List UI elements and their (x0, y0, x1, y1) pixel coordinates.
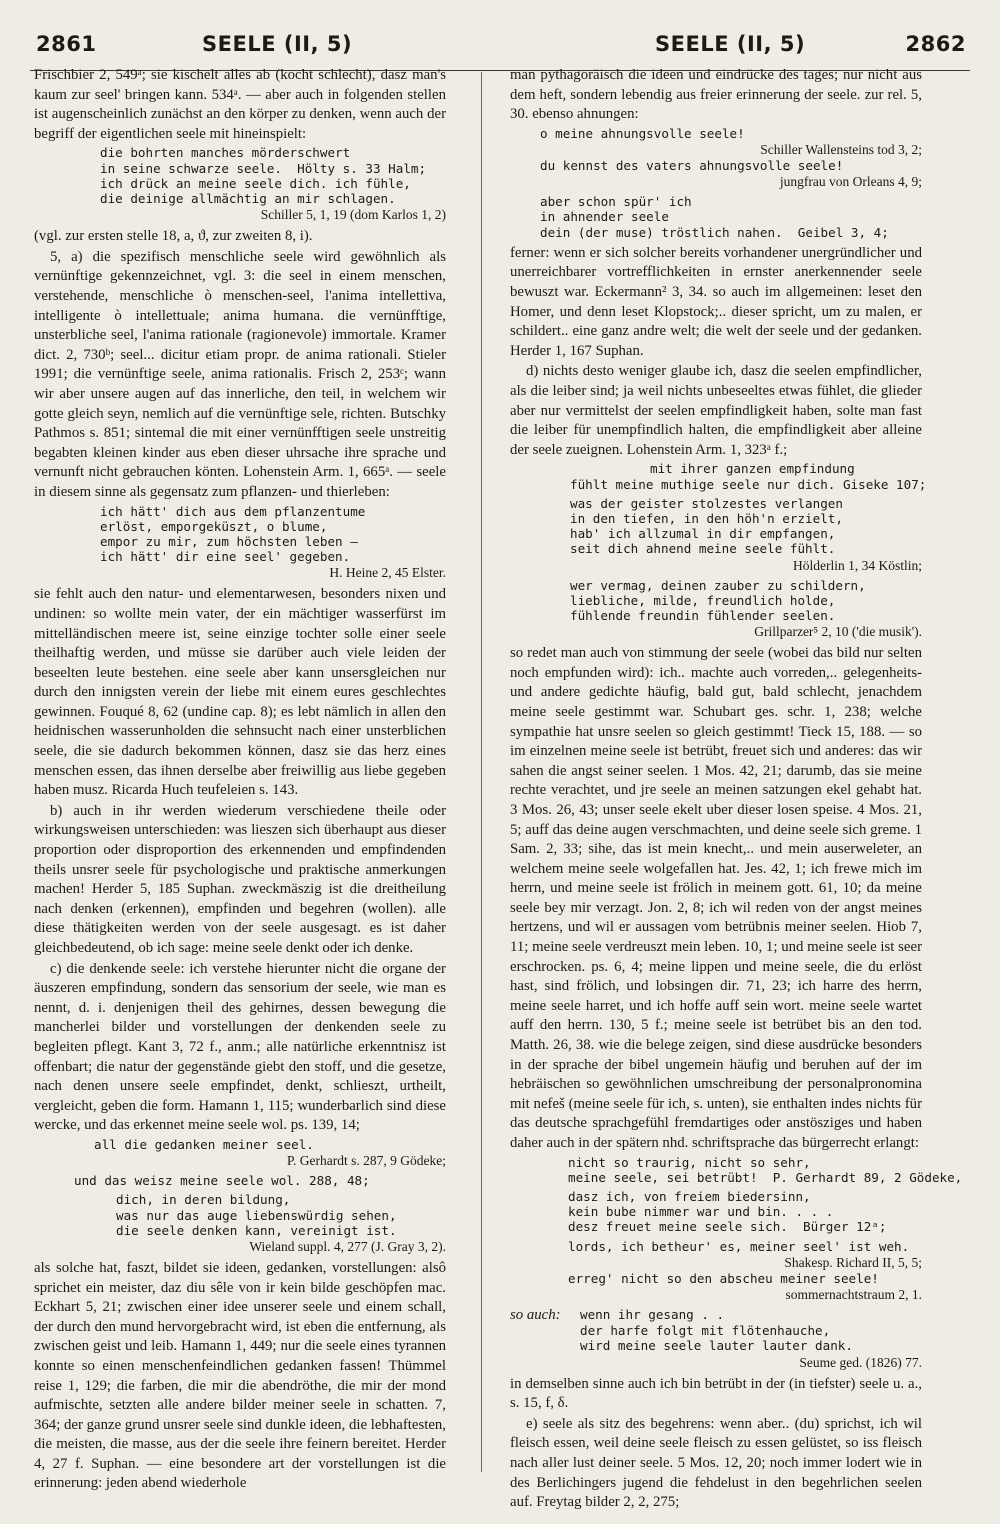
quote-source: sommernachtstraum 2, 1. (785, 1287, 922, 1303)
verse-line: die seele denken kann, vereinigt ist. (116, 1222, 397, 1238)
verse-line: was nur das auge liebenswürdig sehen, (116, 1207, 397, 1223)
quote-source: jungfrau von Orleans 4, 9; (779, 174, 922, 190)
page-number-left: 2861 (36, 32, 97, 56)
verse-quote (34, 1173, 446, 1188)
quote-source: Hölderlin 1, 34 Köstlin; (793, 557, 922, 573)
verse-line: aber schon spür' ich (540, 194, 692, 210)
verse-line: meine seele, sei betrübt! P. Gerhardt 89, 2 Gödeke, (568, 1169, 963, 1185)
verse-quote (510, 461, 927, 492)
verse-line: ich hätt' dich aus dem pflanzentume (100, 503, 366, 519)
column-divider (481, 72, 482, 1472)
verse-line: fühlt meine muthige seele nur dich. Giseke 107; (570, 476, 927, 492)
paragraph: c) die denkende seele: ich verstehe hierunter nicht die organe der äuszeren empfindung, sondern das sensorium der seele, wie man es nennt, d. i. denjenigen theil des gehirnes, dessen bewegung die mancherlei bilder und vorstellungen der denkenden seele zu begleiten pflegt. Kant 3, 72 f., anm.; alle natürliche erkenntnisz ist offenbart; die natur der gegenstände giebt den stoff, und die gesetze, nach denen unsere seele empfindet, denkt, schlieszt, urtheilt, vergleicht, geben die form. Hamann 1, 115; wunderbarlich sind diese wercke, und das erkennet meine seele wol. ps. 139, 14; (34, 960, 446, 1134)
paragraph: (vgl. zur ersten stelle 18, a, ϑ, zur zweiten 8, i). (34, 228, 313, 245)
paragraph: so redet man auch von stimmung der seele (wobei das bild nur selten noch empfunden wird): ich.. machte auch vorreden,.. gelegenheits- und andere gedichte häufig, bald gut, bald schlecht, jenachdem meine seele gestimmt war. Schubart ges. schr. 1, 238; welche sympathie hat unsre seelen so gleich gestimmt! Tieck 15, 188. — so im einzelnen meine seele ist betrübt, freuet sich und anderes: das wir sahen die angst seiner seelen. 1 Mos. 42, 21; darumb, das sie meine rechte verachtet, und jre seele an meinen satzungen ekel gehabt hat. 3 Mos. 26, 43; unser seele ekelt uber dieser losen speise. 4 Mos. 21, 5; auff das deine augen verschmachten, und deine seele sich greme. 1 Sam. 2, 33; sihe, das ist mein knecht,.. und mein auserweleter, an welchem meine seele wolgefallen hat. Jes. 42, 1; ich frewe mich im herrn, und meine seele ist frölich in meinem gott. 61, 10; da meine seele bey mir verzagt. Jon. 2, 8; ich wil reden von der angst meines hertzens, und wil er aussagen vom betrübnis meiner seelen. Hiob 7, 11; meine seele verdreuszt mein leben. 10, 1; und meine seele ist seer erschrocken. ps. 6, 4; meine lippen und meine seele, die du erlöst hast, sind frölich, und lobsingen dir. 71, 23; ich harre des herrn, meine seele harret, und ich hoffe auff sein wort. meine seele wartet auff den herrn. 130, 5 f.; meine seele ist betrübet bis an den tod. Matth. 26, 38. wie die belege zeigen, sind diese ausdrücke besonders in der sprache der bibel ungemein häufig und beruhen auf der im hebräischen so gewöhnlichen umschreibung der personalpronomina mit nefeš (meine seele für ich, s. unten), sie enthalten indes nichts für das deutsche sprachgefühl fremdartiges oder anstösziges und haben daher auch in der spätern nhd. schriftsprache das bürgerrecht erlangt: (510, 645, 922, 1151)
verse-line: erlöst, emporgeküszt, o blume, (100, 518, 328, 534)
running-title-right: SEELE (II, 5) (655, 32, 806, 56)
paragraph: d) nichts desto weniger glaube ich, dasz die seelen empfindlicher, als die leiber sind; ja weil nichts unbeseeltes etwas fühlet, die glieder aber nur vermittelst der seelen empfindligkeit haben, solte man fast die leiber für unempfindlich halten, die empfindligkeit aber alleine der seele zueignen. Lohenstein Arm. 1, 323ᵃ f.; (510, 363, 922, 458)
verse-line: lords, ich betheur' es, meiner seel' ist weh. (568, 1238, 910, 1254)
verse-line: und das weisz meine seele wol. 288, 48; (74, 1173, 370, 1189)
verse-line: der harfe folgt mit flötenhauche, (580, 1323, 831, 1339)
verse-line: desz freuet meine seele sich. Bürger 12ᵃ; (568, 1219, 887, 1235)
paragraph: Frischbier 2, 549ᵃ; sie kischelt alles ab (kocht schlecht), dasz man's kaum zur seel' bringen kann. 534ᵃ. — aber auch in folgenden stellen ist augenscheinlich zunächst an den körper zu denken, wenn auch der begriff der eigentlichen seele mit hineinspielt: (34, 67, 446, 142)
verse-quote (510, 1307, 922, 1371)
running-title-left: SEELE (II, 5) (202, 32, 353, 56)
verse-line: nicht so traurig, nicht so sehr, (568, 1154, 811, 1170)
paragraph: sie fehlt auch den natur- und elementarwesen, besonders nixen und undinen: so wollte mein vater, der ein mächtiger wasserfürst im mittelländischen meere ist, seine einzige tochter solle einer seele theilhaftig werden, und müsse sie darüber auch viele leiden der beseelten leute bestehen. eine seele aber kann unsersgleichen nur durch den innigsten verein der liebe mit einem eures geschlechtes gewinnen. Fouqué 8, 62 (undine cap. 8); es lebt nämlich in allen den heidnischen wasserunholden die sehnsucht nach einer unsterblichen seele, die sie dadurch bekommen können, dasz sie das herz eines menschen essen, das ihnen derselbe aber freiwillig aus liebe gegeben haben musz. Ricarda Huch teufeleien s. 143. (34, 586, 446, 799)
verse-line: in den tiefen, in den höh'n erzielt, (570, 510, 843, 526)
paragraph: ferner: wenn er sich solcher bereits vorhandener unergründlicher und unerreichbarer vortrefflichkeiten in ernster anerkennender seele bewuszt war. Eckermann² 3, 34. so auch im allgemeinen: leset den Homer, und denn leset Klopstock;.. dieser spricht, um zu malen, er schildert.. eine ganz andre welt; die welt der seele und der gedanken. Herder 1, 167 Suphan. (510, 244, 922, 359)
quote-source: H. Heine 2, 45 Elster. (329, 565, 446, 581)
verse-quote (510, 1154, 963, 1185)
verse-line: wenn ihr gesang . . (580, 1307, 725, 1323)
paragraph: b) auch in ihr werden wiederum verschiedene theile oder wirkungsweisen unterschieden: was lieszen sich überhaupt aus dieser proportion oder disproportion des erkennenden und empfindenden theils unsrer seele für psychologische und praktische anmerkungen machen! Herder 5, 185 Suphan. zweckmäszig ist die dreitheilung nach denken (erkennen), empfinden und begehren (wollen). alle diese thätigkeiten werden von der seele ausgesagt. es ist daher gleichbedeutend, ob ich sage: meine seele denkt oder ich denke. (34, 802, 446, 956)
verse-line: was der geister stolzestes verlangen (570, 495, 843, 511)
verse-line: all die gedanken meiner seel. (94, 1136, 314, 1152)
verse-line: fühlende freundin fühlender seelen. (570, 607, 836, 623)
verse-line: mit ihrer ganzen empfindung (650, 461, 855, 477)
quote-source: Grillparzer⁵ 2, 10 ('die musik'). (754, 624, 922, 640)
paragraph: in demselben sinne auch ich bin betrübt in der (in tiefster) seele u. a., s. 15, f, δ. (510, 1375, 922, 1412)
verse-line: erreg' nicht so den abscheu meiner seele! (568, 1270, 879, 1286)
verse-line: dasz ich, von freiem biedersinn, (568, 1189, 811, 1204)
quote-source: Wieland suppl. 4, 277 (J. Gray 3, 2). (249, 1238, 446, 1254)
paragraph: 5, a) die spezifisch menschliche seele wird gewöhnlich als vernünftige gekennzeichnet, vgl. 3: die seel in einem menschen, verstehende, menschliche ò menschen-seel, l'anima intellettiva, intelligente ò intellettuale; anima humana. die vernünfftige, unsterbliche seel, l'anima rationale (ragionevole) immortale. Kramer dict. 2, 730ᵇ; seel... dicitur etiam propr. de anima rationali. Stieler 1991; die vernünftige seele, anima rationalis. Frisch 2, 253ᶜ; wann wir aber unsere augen auf das innerliche, den teil, in welchem wir gotte gleich seyn, nemlich auf die vernünftige sele, richten. Butschky Pathmos s. 851; sintemal die mit einer vernünfftigen seele unstreitig begabten kleinen kinder aus eben dieser uhrsache ihre sprache und vernunft nicht gebrauchen könten. Lohenstein Arm. 1, 665ᵃ. — seele in diesem sinne als gegensatz zum pflanzen- und thierleben: (34, 248, 446, 500)
verse-line: dein (der muse) tröstlich nahen. Geibel 3, 4; (540, 224, 889, 240)
verse-line: ich hätt' dir eine seel' gegeben. (100, 549, 351, 565)
quote-source: Seume ged. (1826) 77. (799, 1354, 922, 1370)
page-number-right: 2862 (905, 32, 966, 56)
verse-quote (510, 578, 922, 641)
verse-line: du kennst des vaters ahnungsvolle seele! (540, 157, 844, 173)
verse-line: kein bube nimmer war und bin. . . . (568, 1204, 834, 1220)
quote-source: Shakesp. Richard II, 5, 5; (784, 1254, 922, 1270)
verse-line: liebliche, milde, freundlich holde, (570, 592, 836, 608)
quote-lead: so auch: (510, 1307, 561, 1324)
verse-line: die deinige allmächtig an mir schlagen. (100, 190, 396, 206)
verse-quote (34, 1137, 446, 1169)
verse-quote (510, 194, 922, 240)
quote-source: P. Gerhardt s. 287, 9 Gödeke; (287, 1153, 446, 1169)
quote-source: Schiller Wallensteins tod 3, 2; (760, 141, 922, 157)
verse-line: in seine schwarze seele. Hölty s. 33 Halm; (100, 160, 427, 176)
paragraph: als solche hat, faszt, bildet sie ideen, gedanken, vorstellungen: alsô sprichet ein meister, daz diu sêle von ir kein bilde geschöpfen mac. Eckhart 5, 21; zwischen einer idee unserer seele und einem schall, der durch den mund hervorgebracht wird, ist eben die entfernung, als zwischen geist und leib. Hamann 1, 449; nur die seele eines tyrannen konnte so einen menschenfeindlichen gedanken fassen! Thümmel reise 1, 129; die farben, die mir die abendröthe, die mir der mond aufmischte, setzten alle andere bilder meiner seele in schatten. 7, 364; der ganze grund unsrer seele sind dunkle ideen, die lebhaftesten, die meisten, die masse, aus der die seele ihre feinern bereitet. Herder 4, 27 f. Suphan. — eine besondere art der vorstellungen ist die erinnerung: jeden abend wiederhole (34, 1259, 446, 1492)
verse-quote (510, 496, 922, 574)
verse-line: in ahnender seele (540, 209, 669, 225)
verse-quote (34, 145, 446, 223)
verse-line: ich drück an meine seele dich. ich fühle, (100, 175, 411, 191)
verse-line: hab' ich allzumal in dir empfangen, (570, 526, 836, 542)
verse-line: wer vermag, deinen zauber zu schildern, (570, 577, 866, 593)
verse-quote (510, 1189, 922, 1235)
verse-line: seit dich ahnend meine seele fühlt. (570, 541, 836, 557)
quote-source: Schiller 5, 1, 19 (dom Karlos 1, 2) (260, 207, 446, 223)
verse-quote (34, 504, 446, 582)
verse-line: empor zu mir, zum höchsten leben — (100, 533, 358, 549)
page-header (30, 26, 970, 71)
paragraph: man pythagoräisch die ideen und eindrücke des tages; nur nicht aus dem heft, sondern lebendig aus freier erinnerung der seele. zur rel. 5, 30. ebenso ahnungen: (510, 67, 922, 123)
verse-line: die bohrten manches mörderschwert (100, 145, 351, 161)
paragraph: e) seele als sitz des begehrens: wenn aber.. (du) sprichst, ich wil fleisch essen, weil deine seele fleisch zu essen gelüstet, so iss fleisch nach aller lust deiner seele. 5 Mos. 12, 20; noch immer lodert wie in des Berlichingers jugend die fehdelust in den begehrlichen seelen auf. Freytag bilder 2, 2, 275; (510, 1415, 922, 1511)
verse-line: o meine ahnungsvolle seele! (540, 125, 745, 141)
verse-quote (510, 126, 922, 190)
verse-quote (34, 1192, 446, 1255)
left-column (34, 66, 446, 1495)
verse-line: dich, in deren bildung, (116, 1192, 291, 1208)
verse-line: wird meine seele lauter lauter dank. (580, 1338, 853, 1354)
right-column (510, 66, 963, 1514)
verse-quote (510, 1239, 922, 1303)
